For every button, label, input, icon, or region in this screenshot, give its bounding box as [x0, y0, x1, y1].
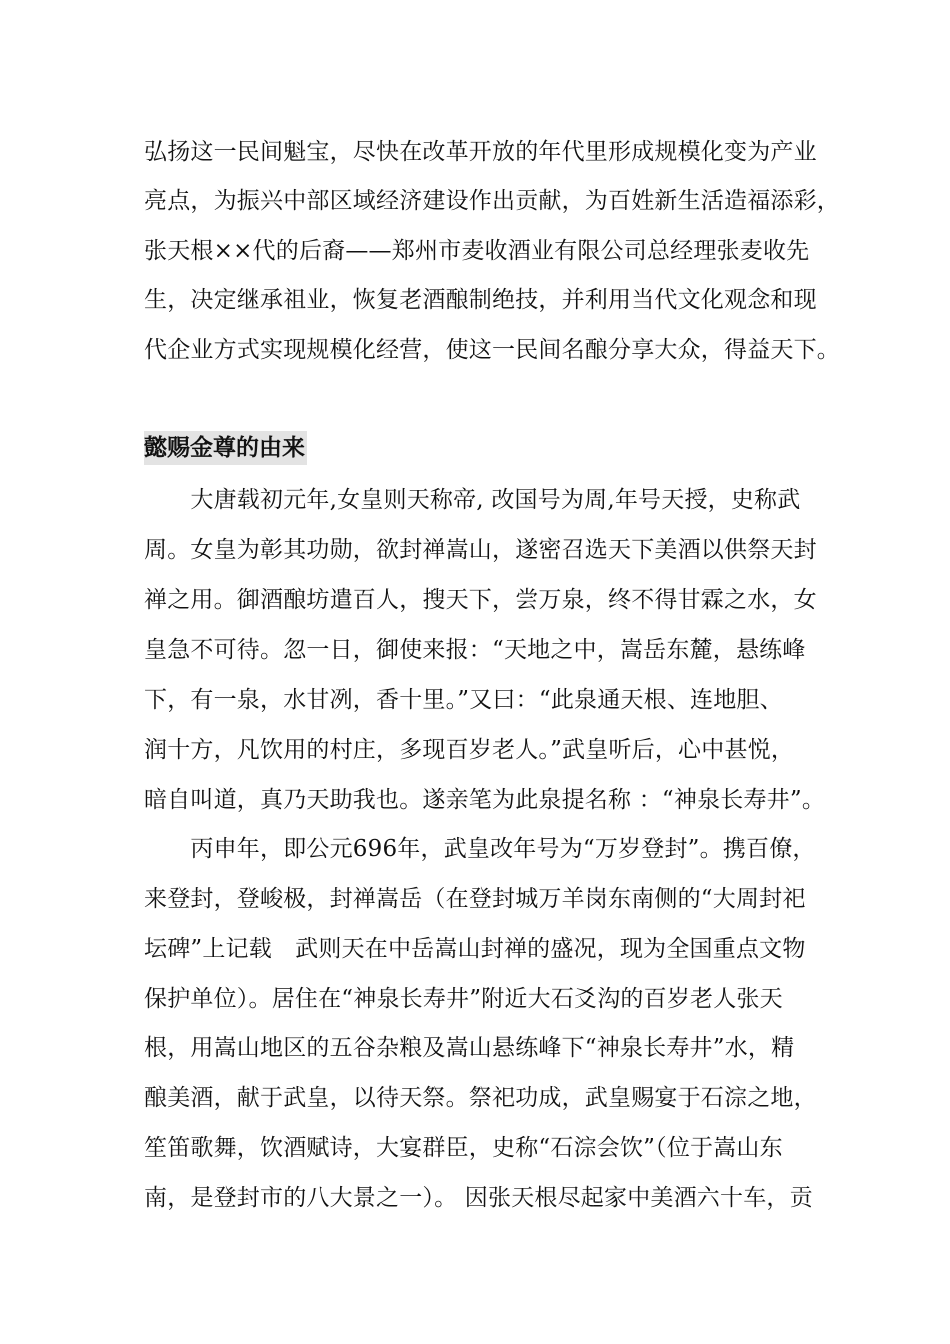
intro-line-1: 弘扬这一民间魁宝，尽快在改革开放的年代里形成规模化变为产业 [144, 139, 817, 165]
paragraph2-line-3: 坛碑”上记载 武则天在中岳嵩山封禅的盛况，现为全国重点文物 [144, 936, 806, 962]
paragraph1-line-6: 润十方，凡饮用的村庄，多现百岁老人。”武皇听后，心中甚悦， [144, 737, 795, 763]
intro-line-2: 亮点，为振兴中部区域经济建设作出贡献，为百姓新生活造福添彩， [144, 188, 840, 214]
paragraph1-line-2: 周。女皇为彰其功勋，欲封禅嵩山，遂密召选天下美酒以供祭天封 [144, 537, 817, 563]
intro-line-5: 代企业方式实现规模化经营，使这一民间名酿分享大众，得益天下。 [144, 337, 840, 363]
paragraph2-line-8: 南，是登封市的八大景之一）。 因张天根尽起家中美酒六十车，贡 [144, 1185, 813, 1211]
paragraph1-line-1: 大唐载初元年,女皇则天称帝, 改国号为周,年号天授，史称武 [144, 487, 801, 513]
paragraph2-line-1: 丙申年，即公元696年，武皇改年号为“万岁登封”。携百僚， [144, 836, 816, 862]
paragraph1-line-7: 暗自叫道，真乃天助我也。遂亲笔为此泉提名称 ：“神泉长寿井”。 [144, 787, 826, 813]
paragraph2-line-2: 来登封，登峻极，封禅嵩岳（在登封城万羊岗东南侧的“大周封祀 [144, 886, 806, 912]
paragraph2-line-7: 笙笛歌舞，饮酒赋诗，大宴群臣，史称“石淙会饮”（位于嵩山东 [144, 1135, 783, 1161]
intro-line-3: 张天根××代的后裔——郑州市麦收酒业有限公司总经理张麦收先 [144, 238, 810, 264]
intro-line-4: 生，决定继承祖业，恢复老酒酿制绝技，并利用当代文化观念和现 [144, 287, 817, 313]
paragraph1-line-4: 皇急不可待。忽一日，御使来报：“天地之中，嵩岳东麓，悬练峰 [144, 637, 806, 663]
paragraph2-line-4: 保护单位）。居住在“神泉长寿井”附近大石爻沟的百岁老人张天 [144, 986, 783, 1012]
paragraph1-line-5: 下，有一泉，水甘冽，香十里。”又曰：“此泉通天根、连地胆、 [144, 687, 783, 713]
section-heading: 懿赐金尊的由来 [144, 431, 307, 465]
paragraph2-line-5: 根，用嵩山地区的五谷杂粮及嵩山悬练峰下“神泉长寿井”水，精 [144, 1035, 795, 1061]
paragraph1-line-3: 禅之用。御酒酿坊遣百人，搜天下，尝万泉，终不得甘霖之水，女 [144, 587, 817, 613]
paragraph2-line-6: 酿美酒，献于武皇，以待天祭。祭祀功成，武皇赐宴于石淙之地， [144, 1085, 817, 1111]
